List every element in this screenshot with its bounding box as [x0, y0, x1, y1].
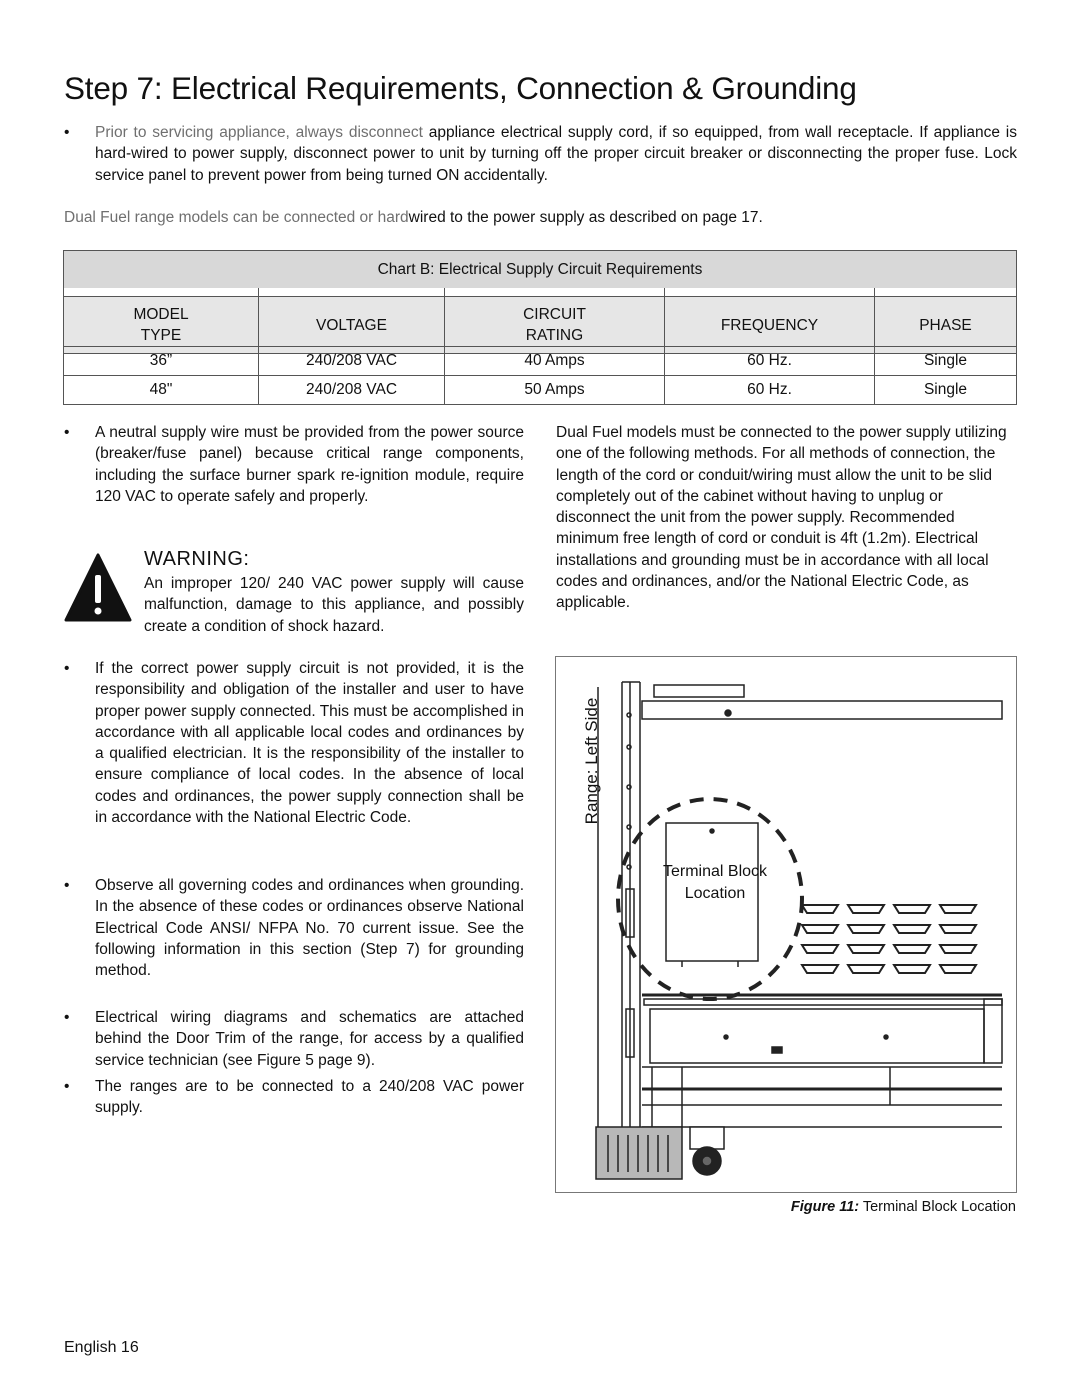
dual-fuel-paragraph: Dual Fuel models must be connected to the power supply utilizing one of the following methods. For all methods of connection, the length of the cord or conduit/wiring must allow the unit to be slid completely out of the cabinet without having to unplug or disconnect the unit from the power supply. Recommended minimum free length of cord or conduit is 4ft (1.2m). Electrical installations and grounding must be in accordance with all local codes and ordinances, and/or the National Electric Code, as applicable. [556, 424, 1007, 612]
cell-rating: 40 Amps [524, 352, 585, 369]
cell-frequency: 60 Hz. [747, 381, 792, 398]
terminal-block-figure [555, 656, 1017, 1193]
header-model-type-text: MODEL TYPE [133, 306, 189, 344]
cell-voltage: 240/208 VAC [305, 352, 398, 369]
page-title: Step 7: Electrical Requirements, Connection & Grounding [64, 70, 857, 106]
cell-voltage: 240/208 VAC [305, 381, 398, 398]
cell-model: 48" [149, 381, 173, 398]
cell-phase: Single [923, 352, 968, 369]
intro-grey-text: Prior to servicing appliance, always disconnect [95, 124, 423, 141]
table-title: Chart B: Electrical Supply Circuit Requirements [64, 251, 1016, 289]
range-side-drawing [556, 657, 1016, 1192]
cell-frequency: 60 Hz. [747, 352, 792, 369]
warning-text: An improper 120/ 240 VAC power supply will cause malfunction, damage to this appliance, and possibly create a condition of shock hazard. [144, 575, 524, 635]
header-circuit-rating-text: CIRCUIT RATING [523, 306, 586, 344]
dual-fuel-line [64, 207, 1024, 228]
page-footer: English 16 [64, 1339, 139, 1356]
range-left-side-label: Range: Left Side [582, 697, 601, 825]
callout-line-1: Terminal Block [662, 863, 768, 880]
power-supply-bullet: • If the correct power supply circuit is not provided, it is the responsibility and obligation of the installer and user to have proper power supply connected. This must be accomplished in accordance with all applicable local codes and ordinances by a qualified electrician. It is the responsibility of the installer to ensure compliance of local codes. In the absence of local codes and ordinances, the power supply connection shall be in accordance with the National Electric Code. [95, 658, 524, 828]
grounding-bullet: • Observe all governing codes and ordinances when grounding. In the absence of these codes or ordinances observe National Electrical Code ANSI/ NFPA No. 70 current issue. See the following information in this section (Step 7) for grounding method. [95, 875, 524, 981]
wiring-diagrams-bullet: • Electrical wiring diagrams and schematics are attached behind the Door Trim of the range, for access by a qualified service technician (see Figure 5 page 9). [95, 1007, 524, 1071]
header-voltage: VOLTAGE [259, 297, 444, 354]
warning-heading: WARNING: [144, 548, 250, 570]
terminal-block-callout [650, 861, 780, 905]
warning-triangle-icon [64, 553, 132, 623]
figure-number: Figure 11: [790, 1199, 860, 1215]
figure-caption-text: Terminal Block Location [859, 1199, 1016, 1215]
voltage-bullet: • The ranges are to be connected to a 240/208 VAC power supply. [95, 1076, 524, 1119]
callout-line-2: Location [684, 885, 746, 902]
intro-bullet [95, 122, 1017, 186]
cell-phase: Single [923, 381, 968, 398]
dual-fuel-grey-text: Dual Fuel range models can be connected or hard [64, 209, 409, 226]
header-frequency: FREQUENCY [665, 297, 874, 354]
header-phase: PHASE [875, 297, 1016, 354]
cell-rating: 50 Amps [524, 381, 585, 398]
dual-fuel-text: wired to the power supply as described on page 17. [408, 209, 763, 226]
cell-model: 36” [149, 352, 173, 369]
figure-caption [791, 1199, 1016, 1215]
neutral-wire-bullet: • A neutral supply wire must be provided from the power source (breaker/fuse panel) because critical range components, including the surface burner spark re-ignition module, require 120 VAC to operate safely and properly. [95, 422, 524, 507]
intro-text: appliance electrical supply cord, if so equipped, from wall receptacle. If appliance is hard-wired to power supply, disconnect power to unit by turning off the proper circuit breaker or disconnecting the proper fuse. Lock service panel to prevent power from being turned ON accidentally. [95, 124, 1017, 184]
electrical-requirements-table [63, 250, 1017, 405]
